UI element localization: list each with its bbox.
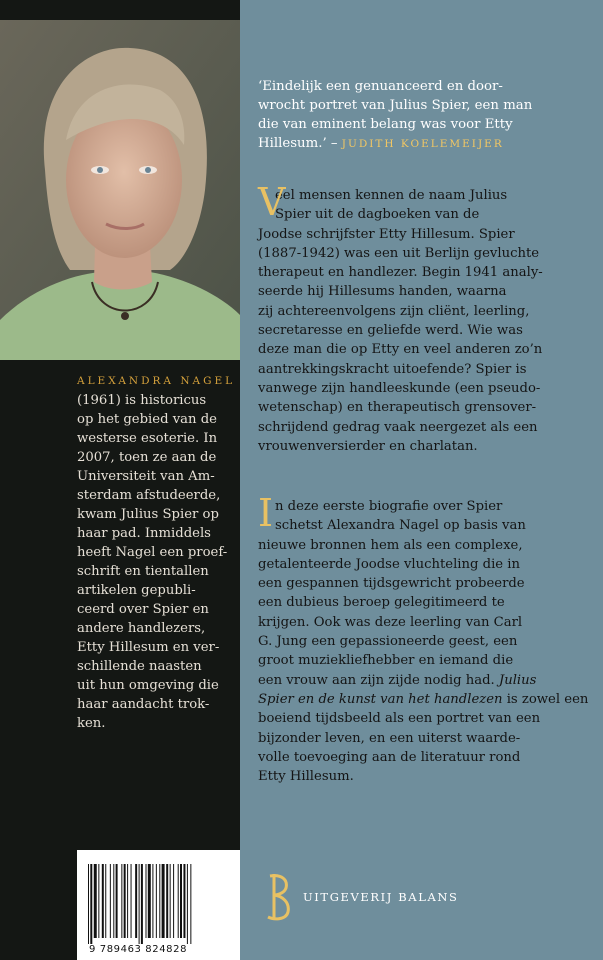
bio-line: 2007, toen ze aan de [77, 450, 217, 465]
bio-line: schillende naasten [77, 659, 202, 674]
bio-line: (1961) is historicus [77, 393, 207, 408]
bio-line: ken. [77, 716, 106, 731]
quote-last-line [258, 134, 588, 154]
bio-line: Universiteit van Am- [77, 469, 215, 484]
blurb-line: schetst Alexandra Nagel op basis van [275, 518, 526, 534]
blurb-line: zij achtereenvolgens zijn cliënt, leerling, [258, 303, 530, 319]
publisher-name: UITGEVERIJ BALANS [303, 890, 459, 904]
blurb-line [258, 690, 594, 709]
blurb-line: deze man die op Etty en veel anderen zo’n [258, 342, 543, 358]
bio-line: haar pad. Inmiddels [77, 526, 211, 541]
blurb-line: vrouwenversierder en charlatan. [258, 438, 478, 454]
quote-dash: – [326, 136, 342, 151]
bio-line: uit hun omgeving die [77, 678, 219, 693]
blurb-line: groot muziekliefhebber en iemand die [258, 653, 514, 669]
blurb-line: secretaresse en geliefde werd. Wie was [258, 323, 523, 339]
author-bio [77, 391, 237, 733]
blurb-line: krijgen. Ook was deze leerling van Carl [258, 614, 523, 630]
bio-line: sterdam afstudeerde, [77, 488, 221, 503]
blurb-line: nieuwe bronnen hem als een complexe, [258, 537, 523, 553]
quote-line: wrocht portret van Julius Spier, een man [258, 98, 533, 113]
bio-line: kwam Julius Spier op [77, 507, 219, 522]
bio-line: ceerd over Spier en [77, 602, 209, 617]
blurb-line: Etty Hillesum. [258, 769, 354, 785]
bio-line: op het gebied van de [77, 412, 217, 427]
quote-line: ‘Eindelijk een genuanceerd en door- [258, 79, 503, 94]
blurb-line: Spier uit de dagboeken van de [275, 207, 480, 223]
blurb-line: seerde hij Hillesums handen, waarna [258, 284, 507, 300]
quote-attribution: JUDITH KOELEMEIJER [341, 138, 504, 150]
quote-line: die van eminent belang was voor Etty [258, 117, 513, 132]
blurb-line: boeiend tijdsbeeld als een portret van een [258, 711, 541, 727]
dropcap: I [258, 491, 274, 535]
barcode-bars [86, 864, 231, 944]
isbn-number: 9 789463 824828 [89, 944, 188, 955]
blurb-line: een gespannen tijdsgewricht probeerde [258, 576, 525, 592]
blurb-line: getalenteerde Joodse vluchteling die in [258, 556, 521, 572]
bio-line: artikelen gepubli- [77, 583, 196, 598]
author-photo [0, 20, 240, 360]
barcode [77, 850, 240, 960]
blurb-line: G. Jung een gepassioneerde geest, een [258, 634, 518, 650]
bio-line: Etty Hillesum en ver- [77, 640, 220, 655]
dropcap: V [258, 180, 286, 224]
blurb-line: (1887-1942) was een uit Berlijn gevluchte [258, 245, 540, 261]
bio-line: haar aandacht trok- [77, 697, 210, 712]
blurb-line: n deze eerste biografie over Spier [275, 499, 503, 514]
book-title-italic: Spier en de kunst van het handlezen [258, 691, 503, 707]
blurb-line: therapeut en handlezer. Begin 1941 analy- [258, 265, 543, 281]
blurb-line: eel mensen kennen de naam Julius [275, 188, 508, 203]
bio-line: schrift en tientallen [77, 564, 209, 579]
blurb-paragraph-2 [258, 491, 594, 786]
quote-end: Hillesum.’ [258, 136, 327, 151]
bio-line: heeft Nagel een proef- [77, 545, 228, 560]
publisher-logo [262, 872, 292, 922]
blurb-line: schrijdend gedrag vaak neergezet als een [258, 419, 538, 435]
blurb-line: een dubieus beroep gelegitimeerd te [258, 595, 505, 611]
author-name: ALEXANDRA NAGEL [77, 375, 236, 387]
book-title-italic: Julius [498, 672, 537, 688]
blurb-line: Joodse schrijfster Etty Hillesum. Spier [258, 226, 515, 242]
blurb-line: volle toevoeging aan de literatuur rond [258, 749, 521, 765]
blurb-line: wetenschap) en therapeutisch grensover- [258, 400, 537, 416]
blurb-line [258, 671, 594, 690]
bio-line: westerse esoterie. In [77, 431, 218, 446]
bio-line: andere handlezers, [77, 621, 206, 636]
blurb-line-text: is zowel een [502, 691, 589, 707]
review-quote [258, 77, 588, 154]
blurb-line: vanwege zijn handleeskunde (een pseudo- [258, 380, 541, 396]
blurb-line: bijzonder leven, en een uiterst waarde- [258, 730, 521, 746]
blurb-paragraph-1 [258, 180, 594, 456]
blurb-line: aantrekkingskracht uitoefende? Spier is [258, 361, 527, 377]
blurb-line-text: een vrouw aan zijn zijde nodig had. [258, 672, 495, 688]
